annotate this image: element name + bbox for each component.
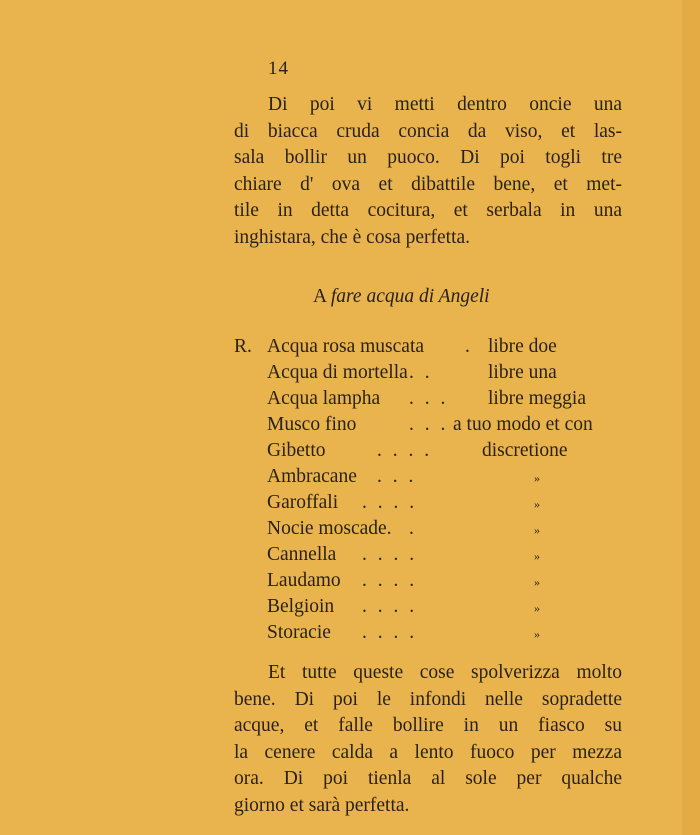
paragraph-line: Di poi vi metti dentro oncie una	[268, 94, 622, 115]
ingredient-quantity: libre meggia	[488, 388, 587, 409]
ingredient-name: Cannella	[267, 544, 337, 565]
paragraph-line: Et tutte queste cose spolverizza molto	[268, 662, 622, 683]
paragraph-line: giorno et sarà perfetta.	[234, 794, 410, 816]
ingredient-name: Storacie	[267, 622, 331, 643]
leader-dots: . . . .	[362, 544, 415, 565]
ingredient-name: Acqua di mortella	[267, 362, 408, 383]
recipe-marker: R.	[234, 336, 252, 357]
recipe-item	[234, 336, 634, 362]
paragraph-line: inghistara, che è cosa perfetta.	[234, 226, 471, 248]
ingredient-name: Gibetto	[267, 440, 326, 461]
ingredient-quantity: a tuo modo et con	[453, 414, 593, 435]
leader-dots: . . . .	[362, 492, 415, 513]
leader-dots: . . .	[409, 388, 446, 409]
ingredient-quantity: libre doe	[488, 336, 557, 357]
ingredient-name: Ambracane	[267, 466, 357, 487]
recipe-item	[234, 440, 634, 466]
paragraph-line: la cenere calda a lento fuoco per mezza	[234, 741, 622, 763]
ditto-mark: »	[534, 549, 540, 563]
leader-dots: . . . .	[362, 596, 415, 617]
recipe-item	[234, 362, 634, 388]
recipe-item	[234, 544, 634, 570]
paragraph-1	[234, 92, 622, 251]
leader-dots: .	[409, 518, 414, 539]
ingredient-name: Garoffali	[267, 492, 339, 513]
ditto-mark: »	[534, 575, 540, 589]
leader-dots: . . .	[409, 414, 446, 435]
ingredient-name: Laudamo	[267, 570, 341, 591]
ditto-mark: »	[534, 523, 540, 537]
paragraph-line: sala bollir un puoco. Di poi togli tre	[234, 147, 622, 168]
recipe-item	[234, 570, 634, 596]
leader-dots: . . .	[377, 466, 414, 487]
page-edge	[682, 0, 700, 835]
recipe-item	[234, 414, 634, 440]
ingredient-name: Acqua rosa muscata	[267, 336, 425, 357]
paragraph-line: tile in detta cocitura, et serbala in una	[234, 200, 622, 221]
leader-dots: .	[465, 336, 470, 357]
recipe-item	[234, 518, 634, 544]
heading-title: fare acqua di Angeli	[330, 286, 490, 307]
ingredient-name: Acqua lampha	[267, 388, 381, 409]
paragraph-line: bene. Di poi le infondi nelle sopradette	[234, 688, 622, 710]
leader-dots: . . . .	[362, 622, 415, 643]
ingredient-quantity: libre una	[488, 362, 557, 383]
leader-dots: . . . .	[377, 440, 430, 461]
ingredient-quantity: discretione	[482, 440, 568, 461]
paragraph-line: acque, et falle bollire in un fiasco su	[234, 715, 622, 736]
paragraph-2	[234, 660, 622, 819]
paragraph-line: di biacca cruda concia da viso, et las-	[234, 120, 622, 142]
recipe-item	[234, 596, 634, 622]
ditto-mark: »	[534, 497, 540, 511]
ingredient-name: Belgioin	[267, 596, 335, 617]
ditto-mark: »	[534, 601, 540, 615]
page-number: 14	[268, 58, 289, 79]
ingredient-name: Nocie moscade.	[267, 518, 392, 539]
heading-prefix: A	[313, 286, 327, 307]
recipe-item	[234, 492, 634, 518]
recipe-item	[234, 388, 634, 414]
ingredient-name: Musco fino	[267, 414, 357, 435]
recipe-item	[234, 622, 634, 648]
paragraph-line: ora. Di poi tienla al sole per qualche	[234, 768, 622, 789]
leader-dots: . . . .	[362, 570, 415, 591]
recipe-item	[234, 466, 634, 492]
ditto-mark: »	[534, 471, 540, 485]
leader-dots: . .	[409, 362, 430, 383]
paragraph-line: chiare d' ova et dibattile bene, et met-	[234, 173, 622, 195]
ditto-mark: »	[534, 627, 540, 641]
